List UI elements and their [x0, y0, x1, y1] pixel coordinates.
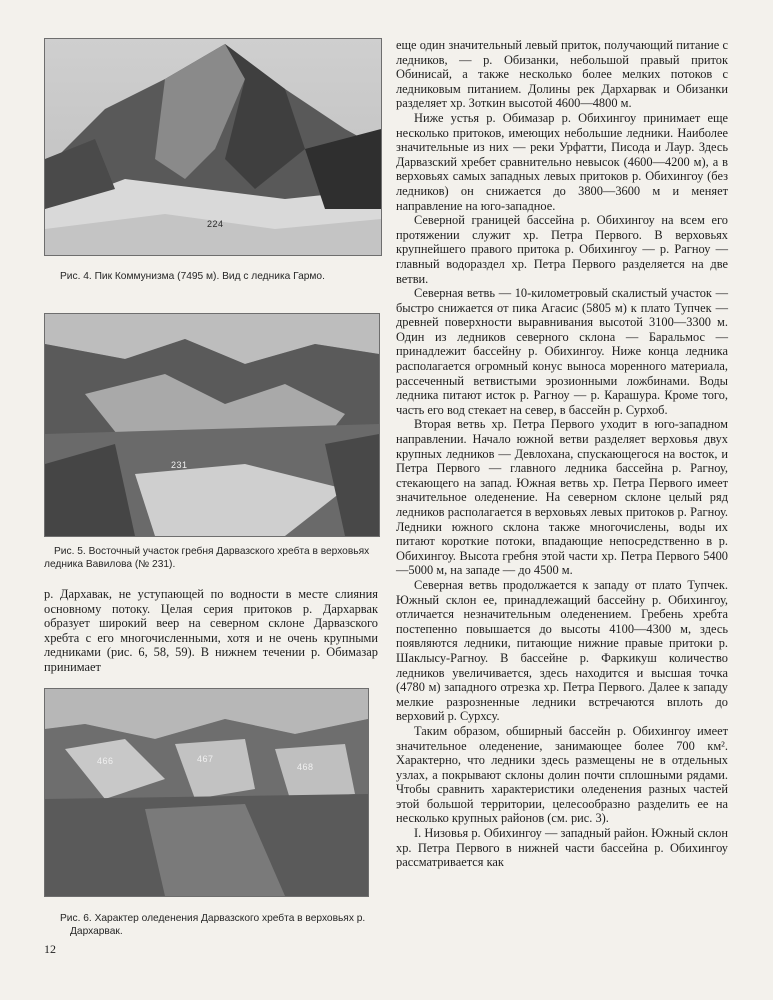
figure-6-label-466: 466 — [97, 756, 114, 766]
paragraph: р. Дархавак, не уступающей по водности в месте слияния основному потоку. Целая серия притоков р. Дархарвак образует широкий веер на северном склоне Дарвазского хребта с его многочисленными, хотя и не очень крупными ледниками (рис. 6, 58, 59). В нижнем течении р. Обимазар принимает — [44, 587, 378, 674]
figure-5-photo — [44, 313, 380, 537]
figure-6-label-467: 467 — [197, 754, 214, 764]
left-text-column — [44, 587, 378, 675]
paragraph: Северная ветвь — 10-километровый скалистый участок — быстро снижается от пика Агасис (5805 м) к плато Тупчек — древней поверхности выравнивания высотой 3100—3300 м. Один из ледников северного склона — Баральмос — принадлежит бассейну р. Обихингоу. Ниже конца ледника располагается огромный конус выноса моренного материала, рассеченный ветвистыми эрозионными ложбинами. Воды ледника питают исток р. Рагноу — р. Карашура. Кроме того, часть его вод стекает на север, в бассейн р. Сурхоб. — [396, 286, 728, 417]
figure-4-caption: Рис. 4. Пик Коммунизма (7495 м). Вид с ледника Гармо. — [60, 271, 325, 282]
right-text-column — [396, 38, 728, 870]
figure-6-caption: Рис. 6. Характер оледенения Дарвазского хребта в верховьях р. Дархарвак. — [60, 913, 366, 937]
page-number: 12 — [44, 942, 56, 956]
paragraph: Таким образом, обширный бассейн р. Обихингоу имеет значительное оледенение, занимающее более 700 км². Характерно, что ледники здесь размещены не в отдельных узлах, а покрывают склоны долин почти сплошными рядами. Чтобы сравнить характеристики оледенения разных частей этой большой территории, целесообразно разделить ее на несколько крупных районов (см. рис. 3). — [396, 723, 728, 826]
paragraph: еще один значительный левый приток, получающий питание с ледников, — р. Обизанки, небольшой правый приток Обинисай, а также несколько более мелких потоков с ледниковым питанием. Долины рек Дархарвак и Обизанки разделяет хр. Зоткин высотой 4600—4800 м. — [396, 38, 728, 111]
figure-6-photo — [44, 688, 369, 897]
paragraph: Северная ветвь продолжается к западу от плато Тупчек. Южный склон ее, принадлежащий бассейну р. Обихингоу, отличается незначительным оледенением. Гребень хребта постепенно повышается до высоты 4100—4300 м, здесь появляются ледники, питающие нижние правые притоки р. Шаклысу-Рагноу. В бассейне р. Фаркикуш количество ледников увеличивается, здесь находится и высшая точка (4780 м) западного отрезка хр. Петра Первого. Далее к западу мелкие разрозненные ледники встречаются вплоть до верховий р. Сурхсу. — [396, 577, 728, 724]
figure-5-label: 231 — [171, 460, 188, 470]
paragraph: Вторая ветвь хр. Петра Первого уходит в юго-западном направлении. Начало южной ветви разделяет верховья двух крупных ледников — Девлохана, спускающегося на восток, и Петра Первого — главного ледника бассейна р. Рагноу, стекающего на запад. Южная ветвь хр. Петра Первого имеет значительное оледенение. На северном склоне целый ряд ледников располагается в верховьях левых притоков р. Рагноу. Ледники южного склона также многочислены, воды их питают короткие потоки, впадающие непосредственно в р. Обихингоу. Высота гребня этой части хр. Петра Первого 5400—5000 м, на западе — до 4500 м. — [396, 417, 728, 578]
paragraph: Ниже устья р. Обимазар р. Обихингоу принимает еще несколько притоков, имеющих небольшие ледники. Наиболее значительные из них — реки Урфатти, Писода и Лаур. Здесь Дарвазский хребет сравнительно невысок (4600—4200 м), а в верховьях самых западных левых притоков р. Обихингоу (без ледников) он снижается до 3800—3600 м и меняет направление на юго-западное. — [396, 110, 728, 213]
figure-4-photo — [44, 38, 382, 256]
figure-5-caption: Рис. 5. Восточный участок гребня Дарвазского хребта в верховьях ледника Вавилова (№ 231). — [44, 546, 370, 570]
paragraph: I. Низовья р. Обихингоу — западный район. Южный склон хр. Петра Первого в нижней части бассейна р. Обихингоу рассматривается как — [396, 826, 728, 870]
figure-6-label-468: 468 — [297, 762, 314, 772]
figure-4-label: 224 — [207, 219, 224, 229]
paragraph: Северной границей бассейна р. Обихингоу на всем его протяжении служит хр. Петра Первого. В верховьях крупнейшего правого притока р. Обихингоу — р. Рагноу — главный водораздел хр. Петра Первого разделяется на две ветви. — [396, 213, 728, 286]
